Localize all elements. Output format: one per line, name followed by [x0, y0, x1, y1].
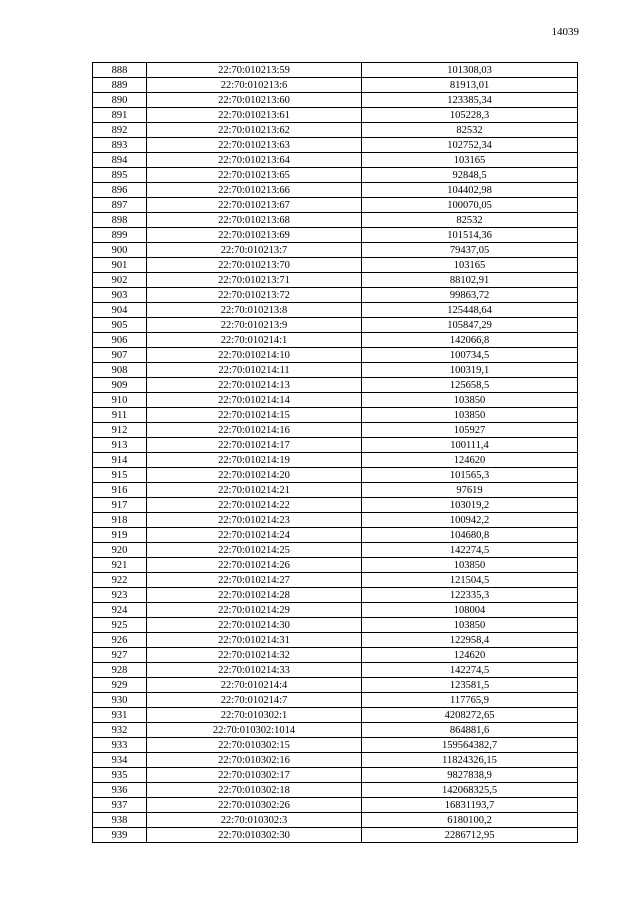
row-number-cell: 937	[93, 798, 147, 813]
row-number-cell: 932	[93, 723, 147, 738]
value-cell: 142274,5	[362, 543, 578, 558]
row-number-cell: 934	[93, 753, 147, 768]
table-row	[93, 588, 578, 603]
row-number-cell: 897	[93, 198, 147, 213]
cadastral-number-cell: 22:70:010302:26	[147, 798, 362, 813]
cadastral-number-cell: 22:70:010213:62	[147, 123, 362, 138]
table-row	[93, 753, 578, 768]
value-cell: 81913,01	[362, 78, 578, 93]
value-cell: 4208272,65	[362, 708, 578, 723]
row-number-cell: 909	[93, 378, 147, 393]
cadastral-number-cell: 22:70:010214:30	[147, 618, 362, 633]
cadastral-number-cell: 22:70:010213:63	[147, 138, 362, 153]
value-cell: 100070,05	[362, 198, 578, 213]
row-number-cell: 927	[93, 648, 147, 663]
row-number-cell: 899	[93, 228, 147, 243]
value-cell: 102752,34	[362, 138, 578, 153]
value-cell: 100942,2	[362, 513, 578, 528]
table-row	[93, 633, 578, 648]
table-row	[93, 378, 578, 393]
row-number-cell: 910	[93, 393, 147, 408]
row-number-cell: 893	[93, 138, 147, 153]
row-number-cell: 939	[93, 828, 147, 843]
row-number-cell: 900	[93, 243, 147, 258]
table-row	[93, 648, 578, 663]
cadastral-number-cell: 22:70:010214:25	[147, 543, 362, 558]
value-cell: 9827838,9	[362, 768, 578, 783]
table-row	[93, 543, 578, 558]
cadastral-number-cell: 22:70:010214:19	[147, 453, 362, 468]
cadastral-number-cell: 22:70:010214:4	[147, 678, 362, 693]
row-number-cell: 892	[93, 123, 147, 138]
cadastral-number-cell: 22:70:010302:17	[147, 768, 362, 783]
row-number-cell: 890	[93, 93, 147, 108]
cadastral-number-cell: 22:70:010213:69	[147, 228, 362, 243]
cadastral-number-cell: 22:70:010213:6	[147, 78, 362, 93]
cadastral-number-cell: 22:70:010302:1014	[147, 723, 362, 738]
cadastral-number-cell: 22:70:010213:72	[147, 288, 362, 303]
table-row	[93, 663, 578, 678]
cadastral-number-cell: 22:70:010214:10	[147, 348, 362, 363]
page-number: 14039	[551, 26, 579, 38]
cadastral-number-cell: 22:70:010214:32	[147, 648, 362, 663]
value-cell: 16831193,7	[362, 798, 578, 813]
table-row	[93, 438, 578, 453]
value-cell: 2286712,95	[362, 828, 578, 843]
table-row	[93, 798, 578, 813]
row-number-cell: 933	[93, 738, 147, 753]
row-number-cell: 905	[93, 318, 147, 333]
row-number-cell: 907	[93, 348, 147, 363]
row-number-cell: 923	[93, 588, 147, 603]
value-cell: 105847,29	[362, 318, 578, 333]
table-row	[93, 498, 578, 513]
cadastral-number-cell: 22:70:010214:27	[147, 573, 362, 588]
row-number-cell: 889	[93, 78, 147, 93]
value-cell: 122958,4	[362, 633, 578, 648]
table-row	[93, 93, 578, 108]
row-number-cell: 915	[93, 468, 147, 483]
cadastral-number-cell: 22:70:010302:3	[147, 813, 362, 828]
row-number-cell: 928	[93, 663, 147, 678]
cadastral-number-cell: 22:70:010213:65	[147, 168, 362, 183]
row-number-cell: 921	[93, 558, 147, 573]
row-number-cell: 936	[93, 783, 147, 798]
row-number-cell: 918	[93, 513, 147, 528]
value-cell: 125448,64	[362, 303, 578, 318]
row-number-cell: 903	[93, 288, 147, 303]
value-cell: 101308,03	[362, 63, 578, 78]
row-number-cell: 898	[93, 213, 147, 228]
value-cell: 103019,2	[362, 498, 578, 513]
value-cell: 104402,98	[362, 183, 578, 198]
row-number-cell: 919	[93, 528, 147, 543]
cadastral-number-cell: 22:70:010213:8	[147, 303, 362, 318]
cadastral-number-cell: 22:70:010213:59	[147, 63, 362, 78]
table-row	[93, 828, 578, 843]
value-cell: 103165	[362, 153, 578, 168]
table-row	[93, 258, 578, 273]
value-cell: 103165	[362, 258, 578, 273]
cadastral-number-cell: 22:70:010214:24	[147, 528, 362, 543]
value-cell: 103850	[362, 558, 578, 573]
value-cell: 82532	[362, 213, 578, 228]
row-number-cell: 924	[93, 603, 147, 618]
row-number-cell: 926	[93, 633, 147, 648]
table-row	[93, 738, 578, 753]
value-cell: 103850	[362, 618, 578, 633]
table-row	[93, 168, 578, 183]
table-row	[93, 528, 578, 543]
row-number-cell: 914	[93, 453, 147, 468]
table-row	[93, 288, 578, 303]
row-number-cell: 894	[93, 153, 147, 168]
table-row	[93, 558, 578, 573]
cadastral-number-cell: 22:70:010214:26	[147, 558, 362, 573]
cadastral-number-cell: 22:70:010213:70	[147, 258, 362, 273]
value-cell: 123581,5	[362, 678, 578, 693]
table-row	[93, 138, 578, 153]
table-row	[93, 423, 578, 438]
table-row	[93, 348, 578, 363]
table-row	[93, 108, 578, 123]
cadastral-number-cell: 22:70:010213:7	[147, 243, 362, 258]
value-cell: 103850	[362, 393, 578, 408]
cadastral-number-cell: 22:70:010214:20	[147, 468, 362, 483]
value-cell: 124620	[362, 453, 578, 468]
row-number-cell: 913	[93, 438, 147, 453]
value-cell: 92848,5	[362, 168, 578, 183]
cadastral-number-cell: 22:70:010214:17	[147, 438, 362, 453]
table-row	[93, 453, 578, 468]
cadastral-number-cell: 22:70:010213:61	[147, 108, 362, 123]
value-cell: 79437,05	[362, 243, 578, 258]
table-row	[93, 123, 578, 138]
table-row	[93, 618, 578, 633]
value-cell: 105927	[362, 423, 578, 438]
value-cell: 104680,8	[362, 528, 578, 543]
row-number-cell: 922	[93, 573, 147, 588]
row-number-cell: 902	[93, 273, 147, 288]
value-cell: 142066,8	[362, 333, 578, 348]
cadastral-number-cell: 22:70:010213:9	[147, 318, 362, 333]
row-number-cell: 901	[93, 258, 147, 273]
table-row	[93, 273, 578, 288]
value-cell: 142274,5	[362, 663, 578, 678]
row-number-cell: 888	[93, 63, 147, 78]
row-number-cell: 908	[93, 363, 147, 378]
table-row	[93, 813, 578, 828]
value-cell: 108004	[362, 603, 578, 618]
row-number-cell: 912	[93, 423, 147, 438]
cadastral-number-cell: 22:70:010214:7	[147, 693, 362, 708]
row-number-cell: 906	[93, 333, 147, 348]
cadastral-number-cell: 22:70:010214:16	[147, 423, 362, 438]
cadastral-number-cell: 22:70:010213:60	[147, 93, 362, 108]
row-number-cell: 904	[93, 303, 147, 318]
table-row	[93, 243, 578, 258]
cadastral-number-cell: 22:70:010214:11	[147, 363, 362, 378]
row-number-cell: 895	[93, 168, 147, 183]
table-row	[93, 768, 578, 783]
table-row	[93, 318, 578, 333]
data-table	[92, 62, 578, 843]
table-row	[93, 708, 578, 723]
table-row	[93, 198, 578, 213]
value-cell: 117765,9	[362, 693, 578, 708]
value-cell: 121504,5	[362, 573, 578, 588]
value-cell: 100319,1	[362, 363, 578, 378]
table-row	[93, 723, 578, 738]
cadastral-number-cell: 22:70:010213:64	[147, 153, 362, 168]
cadastral-number-cell: 22:70:010214:15	[147, 408, 362, 423]
value-cell: 105228,3	[362, 108, 578, 123]
value-cell: 864881,6	[362, 723, 578, 738]
table-row	[93, 183, 578, 198]
cadastral-number-cell: 22:70:010302:1	[147, 708, 362, 723]
value-cell: 100734,5	[362, 348, 578, 363]
value-cell: 103850	[362, 408, 578, 423]
table-row	[93, 573, 578, 588]
row-number-cell: 930	[93, 693, 147, 708]
row-number-cell: 891	[93, 108, 147, 123]
table-body	[93, 63, 578, 843]
table-row	[93, 393, 578, 408]
cadastral-number-cell: 22:70:010214:33	[147, 663, 362, 678]
cadastral-number-cell: 22:70:010213:68	[147, 213, 362, 228]
value-cell: 124620	[362, 648, 578, 663]
value-cell: 125658,5	[362, 378, 578, 393]
value-cell: 97619	[362, 483, 578, 498]
table-row	[93, 363, 578, 378]
table-row	[93, 228, 578, 243]
cadastral-number-cell: 22:70:010214:1	[147, 333, 362, 348]
row-number-cell: 929	[93, 678, 147, 693]
row-number-cell: 938	[93, 813, 147, 828]
value-cell: 142068325,5	[362, 783, 578, 798]
cadastral-number-cell: 22:70:010302:15	[147, 738, 362, 753]
value-cell: 88102,91	[362, 273, 578, 288]
table-row	[93, 483, 578, 498]
cadastral-number-cell: 22:70:010214:29	[147, 603, 362, 618]
cadastral-number-cell: 22:70:010213:71	[147, 273, 362, 288]
cadastral-number-cell: 22:70:010213:67	[147, 198, 362, 213]
table-row	[93, 468, 578, 483]
value-cell: 101565,3	[362, 468, 578, 483]
row-number-cell: 917	[93, 498, 147, 513]
cadastral-number-cell: 22:70:010213:66	[147, 183, 362, 198]
table-row	[93, 63, 578, 78]
cadastral-number-cell: 22:70:010302:30	[147, 828, 362, 843]
table-row	[93, 783, 578, 798]
value-cell: 159564382,7	[362, 738, 578, 753]
cadastral-number-cell: 22:70:010302:16	[147, 753, 362, 768]
row-number-cell: 935	[93, 768, 147, 783]
table-row	[93, 333, 578, 348]
table-row	[93, 693, 578, 708]
value-cell: 100111,4	[362, 438, 578, 453]
table-row	[93, 678, 578, 693]
cadastral-number-cell: 22:70:010214:28	[147, 588, 362, 603]
value-cell: 101514,36	[362, 228, 578, 243]
row-number-cell: 911	[93, 408, 147, 423]
value-cell: 82532	[362, 123, 578, 138]
table-row	[93, 408, 578, 423]
row-number-cell: 920	[93, 543, 147, 558]
table-row	[93, 513, 578, 528]
cadastral-number-cell: 22:70:010214:13	[147, 378, 362, 393]
table-row	[93, 303, 578, 318]
table-row	[93, 153, 578, 168]
cadastral-number-cell: 22:70:010302:18	[147, 783, 362, 798]
row-number-cell: 931	[93, 708, 147, 723]
row-number-cell: 925	[93, 618, 147, 633]
cadastral-number-cell: 22:70:010214:31	[147, 633, 362, 648]
table-row	[93, 78, 578, 93]
value-cell: 99863,72	[362, 288, 578, 303]
table-row	[93, 603, 578, 618]
cadastral-number-cell: 22:70:010214:22	[147, 498, 362, 513]
value-cell: 6180100,2	[362, 813, 578, 828]
row-number-cell: 916	[93, 483, 147, 498]
row-number-cell: 896	[93, 183, 147, 198]
value-cell: 123385,34	[362, 93, 578, 108]
cadastral-number-cell: 22:70:010214:23	[147, 513, 362, 528]
value-cell: 122335,3	[362, 588, 578, 603]
value-cell: 11824326,15	[362, 753, 578, 768]
cadastral-number-cell: 22:70:010214:21	[147, 483, 362, 498]
cadastral-number-cell: 22:70:010214:14	[147, 393, 362, 408]
table-row	[93, 213, 578, 228]
